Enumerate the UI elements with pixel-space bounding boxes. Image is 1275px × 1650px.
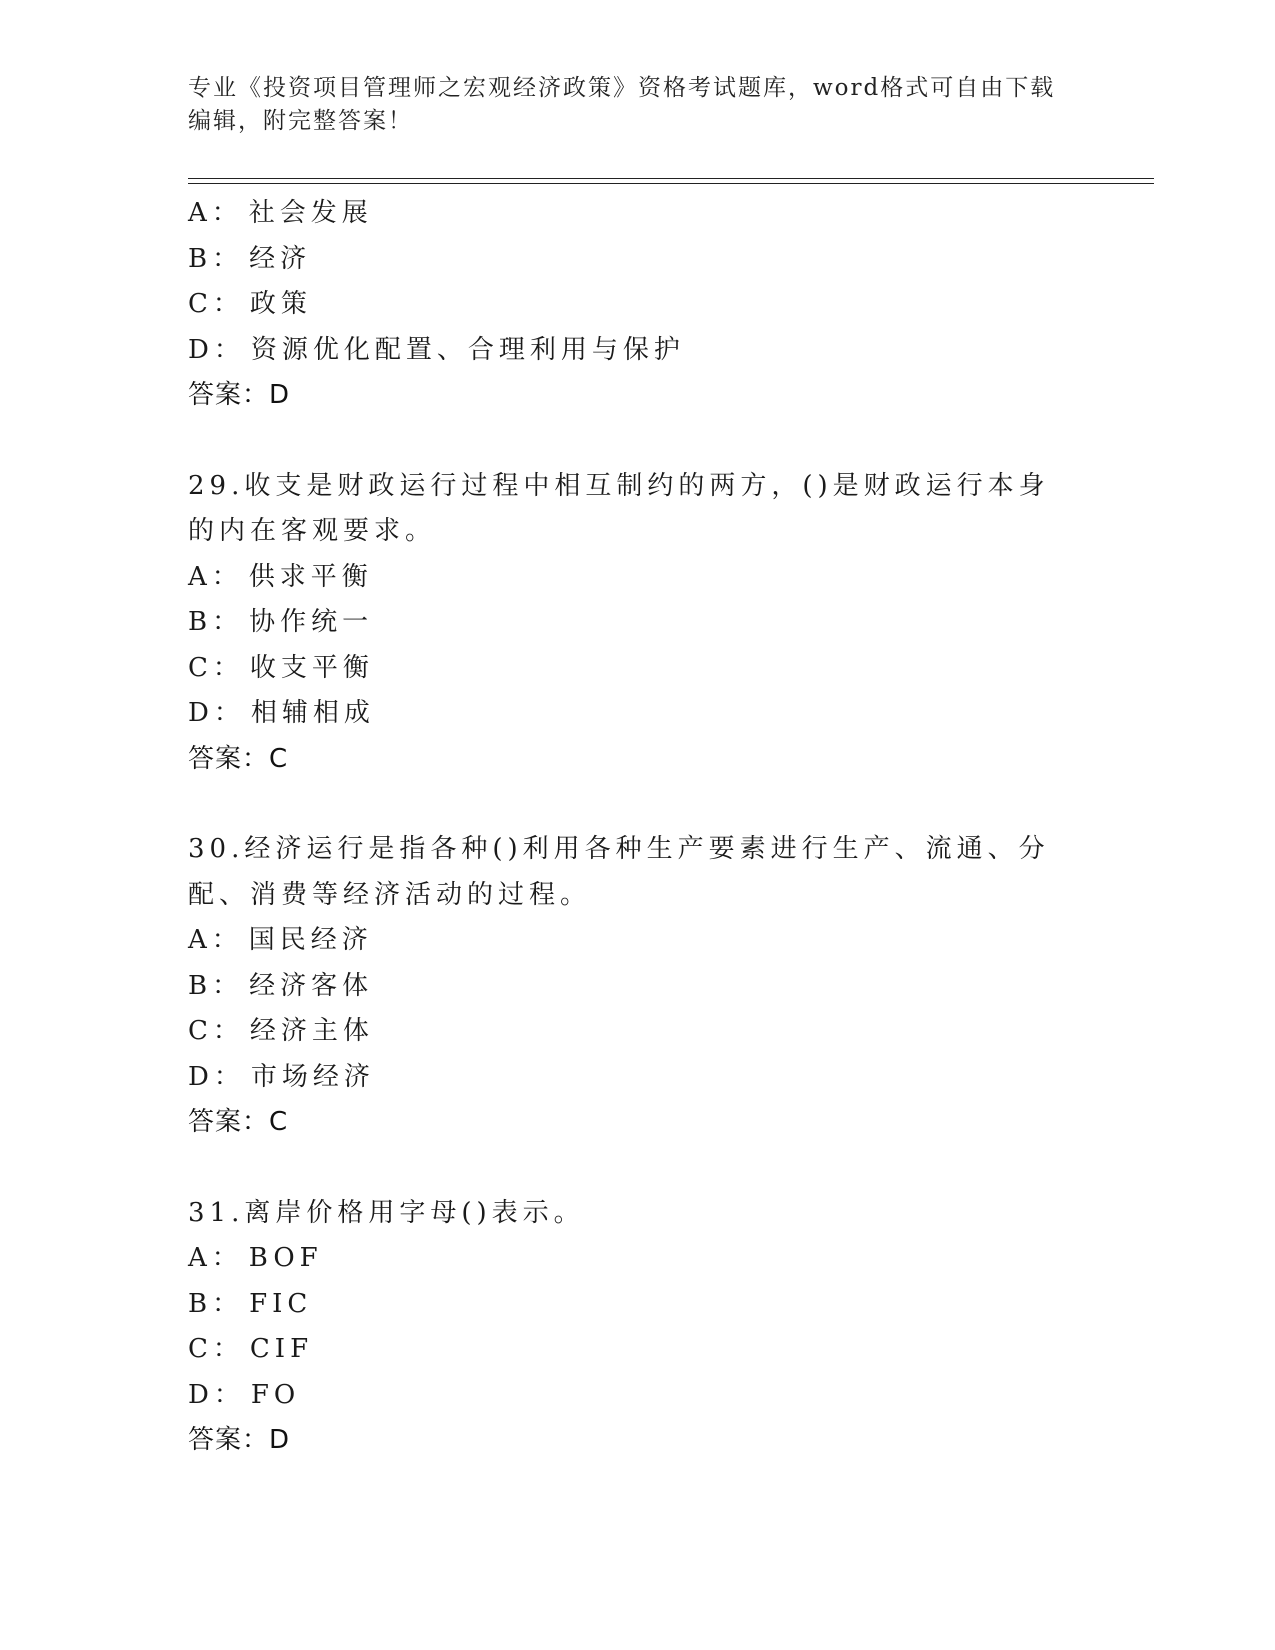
option-label: D： [188,698,245,728]
option-text: 社会发展 [248,198,373,228]
option-d [188,1055,1088,1101]
question-block-31 [188,1191,1088,1464]
option-text: 相辅相成 [250,698,375,728]
question-spacer [188,782,1088,827]
option-label: A： [188,1243,243,1273]
option-label: B： [188,243,244,274]
option-label: C： [188,1016,244,1046]
option-a [188,191,1088,237]
option-label: D： [188,334,245,365]
question-block-continued [188,191,1088,419]
answer-line: 答案：C [188,743,289,774]
answer-line: 答案：D [188,1425,291,1455]
option-text: 市场经济 [250,1061,375,1092]
option-text: FIC [249,1288,313,1319]
option-text: FO [250,1379,301,1410]
question-stem: 29.收支是财政运行过程中相互制约的两方，()是财政运行本身的内在客观要求。 [188,470,1050,546]
answer-line: 答案：D [188,380,291,410]
option-label: B： [188,1288,244,1319]
option-a [188,1236,1088,1282]
option-text: 协作统一 [249,607,374,637]
option-text: 经济 [249,243,312,274]
option-label: A： [188,561,243,592]
option-text: BOF [248,1243,323,1273]
option-a [188,555,1088,601]
option-text: 经济主体 [249,1016,374,1046]
option-text: 资源优化配置、合理利用与保护 [250,334,685,365]
page-header: 专业《投资项目管理师之宏观经济政策》资格考试题库，word格式可自由下载编辑，附完整答案！ [188,75,1056,134]
question-block-30 [188,827,1088,1146]
option-b [188,237,1088,283]
option-c [188,646,1088,692]
option-label: D： [188,1379,245,1410]
question-stem: 31.离岸价格用字母()表示。 [188,1197,585,1228]
option-c [188,282,1088,328]
header-divider-top [188,178,1154,179]
option-b [188,600,1088,646]
option-text: CIF [249,1334,314,1364]
question-stem: 30.经济运行是指各种()利用各种生产要素进行生产、流通、分配、消费等经济活动的过程。 [188,834,1050,910]
option-text: 收支平衡 [249,652,374,683]
option-a [188,918,1088,964]
option-d [188,691,1088,737]
option-text: 政策 [249,289,312,319]
option-label: B： [188,970,244,1001]
option-label: C： [188,1334,244,1364]
option-label: C： [188,652,244,683]
option-label: A： [188,925,243,955]
question-spacer [188,1146,1088,1191]
option-d [188,328,1088,374]
option-text: 供求平衡 [248,561,373,592]
option-b [188,964,1088,1010]
question-list [188,191,1088,1464]
option-b [188,1282,1088,1328]
question-spacer [188,419,1088,464]
option-c [188,1327,1088,1373]
answer-line: 答案：C [188,1107,289,1137]
option-d [188,1373,1088,1419]
option-label: C： [188,289,244,319]
option-label: A： [188,198,243,228]
option-text: 国民经济 [248,925,373,955]
option-c [188,1009,1088,1055]
question-block-29 [188,464,1088,783]
header-divider-bottom [188,183,1154,184]
option-label: D： [188,1061,245,1092]
option-text: 经济客体 [249,970,374,1001]
option-label: B： [188,607,244,637]
